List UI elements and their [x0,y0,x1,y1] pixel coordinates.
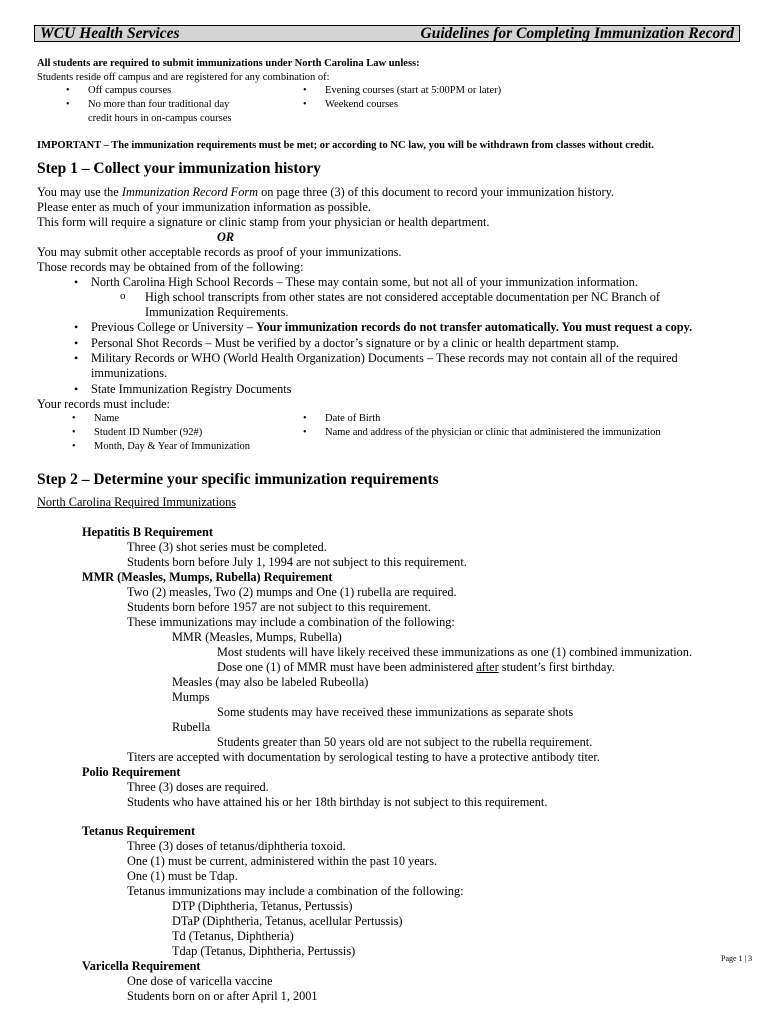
step1-paragraph-1: You may use the Immunization Record Form on page three (3) of this document to record your immunization history. [37,185,615,199]
tetanus-tdap: Tdap (Tetanus, Diphtheria, Pertussis) [172,944,356,958]
intro-left-item-2: No more than four traditional day [88,99,230,110]
polio-title: Polio Requirement [82,765,181,779]
mmr-combined-note-2: Dose one (1) of MMR must have been administered after student’s first birthday. [217,660,615,674]
intro-right-item-2: Weekend courses [325,99,398,110]
bullet-dot: • [303,413,307,424]
record-source-registry: State Immunization Registry Documents [91,382,292,396]
include-date: Month, Day & Year of Immunization [94,441,251,452]
bullet-dot: • [74,351,79,365]
bullet-dot: • [72,427,76,438]
tetanus-title: Tetanus Requirement [82,824,196,838]
header-right-title: Guidelines for Completing Immunization Record [420,25,734,42]
hepb-title: Hepatitis B Requirement [82,525,213,539]
record-source-college: Previous College or University – Your immunization records do not transfer automatically. You must request a copy. [91,320,693,334]
record-source-hs-note-2: Immunization Requirements. [145,305,289,319]
form-name: Immunization Record Form [121,185,259,199]
polio-line-1: Three (3) doses are required. [127,780,269,794]
bullet-dot: • [66,99,70,110]
record-source-hs: North Carolina High School Records – These may contain some, but not all of your immunization information. [91,275,638,289]
bullet-dot: • [303,99,307,110]
titers-note: Titers are accepted with documentation by serological testing to have a protective antibody titer. [127,750,600,764]
mmr-combined-note-1: Most students will have likely received these immunizations as one (1) combined immunization. [217,645,693,659]
include-dob: Date of Birth [325,413,381,424]
bullet-dot: • [74,275,79,289]
mmr-line-3: These immunizations may include a combination of the following: [127,615,455,629]
record-source-personal: Personal Shot Records – Must be verified by a doctor’s signature or by a clinic or health department stamp. [91,336,620,350]
bullet-dot: • [303,85,307,96]
step1-paragraph-3: This form will require a signature or clinic stamp from your physician or health department. [37,215,490,229]
step2-title: Step 2 – Determine your specific immunization requirements [37,471,439,488]
intro-right-item-1: Evening courses (start at 5:00PM or later) [325,85,502,96]
record-source-hs-note-1: High school transcripts from other states are not considered acceptable documentation per NC Branch of [145,290,660,304]
tetanus-line-3: One (1) must be Tdap. [127,869,238,883]
varicella-line-1: One dose of varicella vaccine [127,974,273,988]
tetanus-td: Td (Tetanus, Diphtheria) [172,929,294,943]
mumps: Mumps [172,690,210,704]
step1-paragraph-5: Those records may be obtained from of the following: [37,260,304,274]
bullet-dot: • [74,320,79,334]
nc-required-subtitle: North Carolina Required Immunizations [37,495,237,509]
mmr-line-2: Students born before 1957 are not subject to this requirement. [127,600,431,614]
bullet-dot: • [72,413,76,424]
step1-paragraph-4: You may submit other acceptable records as proof of your immunizations. [37,245,402,259]
varicella-title: Varicella Requirement [82,959,201,973]
hepb-line-1: Three (3) shot series must be completed. [127,540,327,554]
tetanus-line-2: One (1) must be current, administered within the past 10 years. [127,854,438,868]
step1-title: Step 1 – Collect your immunization history [37,160,321,177]
records-must-include: Your records must include: [37,397,170,411]
step1-paragraph-2: Please enter as much of your immunization information as possible. [37,200,371,214]
mmr-title: MMR (Measles, Mumps, Rubella) Requirement [82,570,333,584]
after-emphasis: after [476,660,499,674]
measles: Measles (may also be labeled Rubeolla) [172,675,369,689]
rubella-note: Students greater than 50 years old are not subject to the rubella requirement. [217,735,593,749]
intro-left-item-3: credit hours in on-campus courses [88,113,232,124]
intro-line-1: All students are required to submit immunizations under North Carolina Law unless: [37,58,420,69]
bullet-dot: • [72,441,76,452]
mmr-combined: MMR (Measles, Mumps, Rubella) [172,630,342,644]
include-student-id: Student ID Number (92#) [94,427,203,438]
bullet-dot: • [303,427,307,438]
bullet-dot: • [74,336,79,350]
include-name: Name [94,413,120,424]
polio-line-2: Students who have attained his or her 18th birthday is not subject to this requirement. [127,795,548,809]
bullet-dot: • [74,382,79,396]
mumps-note: Some students may have received these immunizations as separate shots [217,705,574,719]
intro-left-item-1: Off campus courses [88,85,172,96]
page-number: Page 1 | 3 [721,954,753,963]
varicella-line-2: Students born on or after April 1, 2001 [127,989,318,1003]
transfer-warning: Your immunization records do not transfer automatically. You must request a copy. [255,320,693,334]
important-notice: IMPORTANT – The immunization requirements must be met; or according to NC law, you will be withdrawn from classes without credit. [37,140,654,151]
tetanus-dtap: DTaP (Diphtheria, Tetanus, acellular Pertussis) [172,914,403,928]
intro-line-2: Students reside off campus and are registered for any combination of: [37,72,330,83]
header-left-title: WCU Health Services [40,25,180,42]
or-divider: OR [217,230,235,244]
tetanus-line-4: Tetanus immunizations may include a combination of the following: [127,884,464,898]
bullet-dot: • [66,85,70,96]
rubella: Rubella [172,720,211,734]
record-source-military-cont: immunizations. [91,366,168,380]
mmr-line-1: Two (2) measles, Two (2) mumps and One (1) rubella are required. [127,585,457,599]
sub-bullet-circle: o [120,290,126,302]
tetanus-dtp: DTP (Diphtheria, Tetanus, Pertussis) [172,899,353,913]
record-source-military: Military Records or WHO (World Health Organization) Documents – These records may not contain all of the required [91,351,678,365]
hepb-line-2: Students born before July 1, 1994 are not subject to this requirement. [127,555,467,569]
tetanus-line-1: Three (3) doses of tetanus/diphtheria toxoid. [127,839,346,853]
include-physician: Name and address of the physician or clinic that administered the immunization [325,427,661,438]
header-bar [34,25,740,42]
